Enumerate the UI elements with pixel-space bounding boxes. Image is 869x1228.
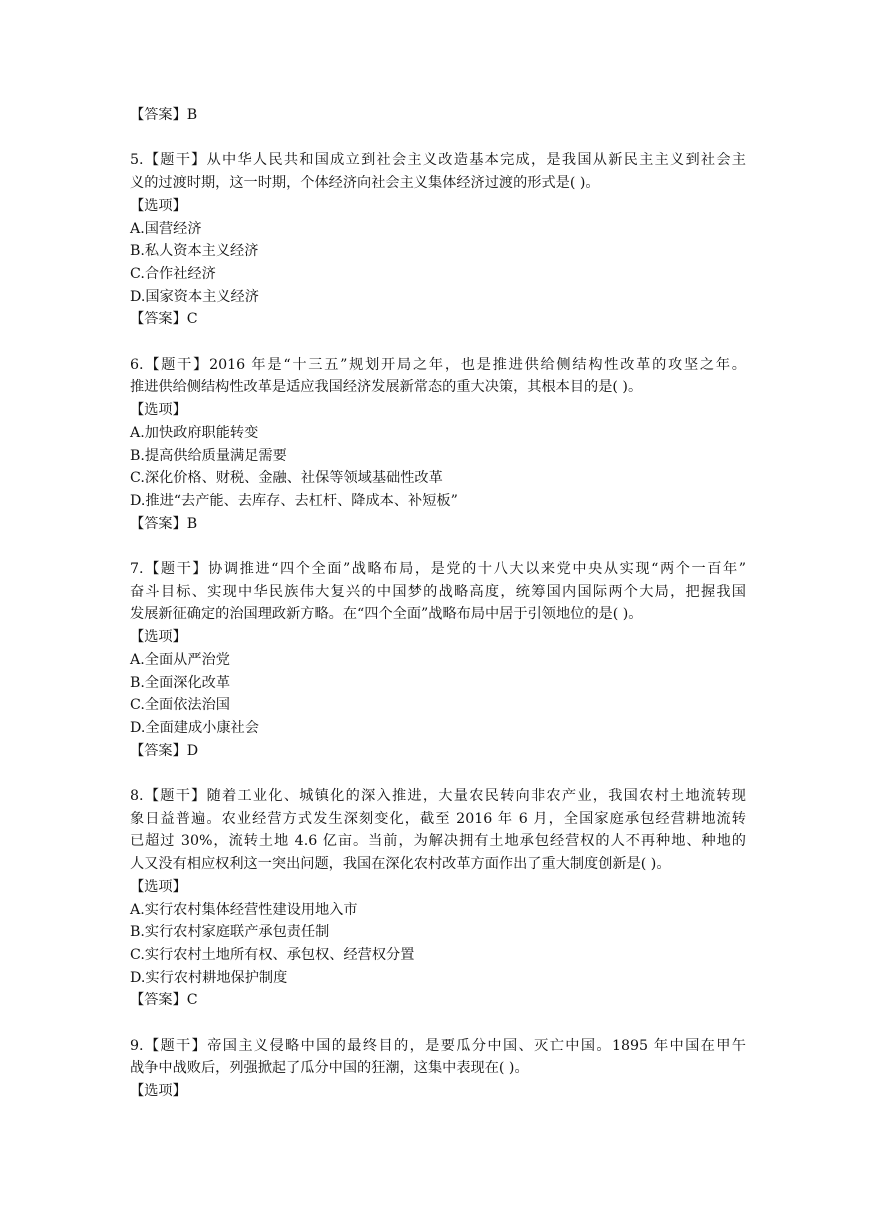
option-c: C.深化价格、财税、金融、社保等领域基础性改革 [130, 470, 443, 487]
answer-line: 【答案】B [130, 515, 198, 532]
option-a: A.加快政府职能转变 [130, 424, 259, 441]
option-a: A.国营经济 [130, 220, 202, 237]
answer-line: 【答案】C [130, 311, 198, 328]
question-stem-line: 9.【题干】帝国主义侵略中国的最终目的，是要瓜分中国、灭亡中国。1895 年中国在甲午 [130, 1037, 746, 1054]
option-c: C.合作社经济 [130, 265, 216, 282]
question-stem-line: 人又没有相应权利这一突出问题，我国在深化农村改革方面作出了重大制度创新是( )。 [130, 856, 671, 873]
question-block [130, 149, 746, 331]
option-b: B.提高供给质量满足需要 [130, 447, 287, 464]
question-stem-line: 战争中战败后，列强掀起了瓜分中国的狂潮，这集中表现在( )。 [130, 1060, 529, 1077]
option-d: D.国家资本主义经济 [130, 288, 259, 305]
question-stem-line: 8.【题干】随着工业化、城镇化的深入推进，大量农民转向非农产业，我国农村土地流转现 [130, 788, 746, 805]
option-d: D.全面建成小康社会 [130, 719, 259, 736]
question-stem-line: 6.【题干】2016 年是“十三五”规划开局之年，也是推进供给侧结构性改革的攻坚之年。 [130, 356, 746, 373]
option-b: B.全面深化改革 [130, 674, 231, 691]
question-block [130, 558, 746, 762]
option-b: B.实行农村家庭联产承包责任制 [130, 924, 330, 941]
question-stem-line: 象日益普遍。农业经营方式发生深刻变化，截至 2016 年 6 月，全国家庭承包经营耕地流转 [130, 810, 746, 827]
document-page [130, 104, 746, 1103]
question-stem-line: 5.【题干】从中华人民共和国成立到社会主义改造基本完成，是我国从新民主主义到社会主 [130, 152, 746, 169]
options-label: 【选项】 [130, 402, 187, 419]
question-block [130, 354, 746, 536]
question-block [130, 1035, 746, 1103]
option-c: C.全面依法治国 [130, 697, 230, 714]
answer-line: 【答案】D [130, 742, 199, 759]
options-label: 【选项】 [130, 629, 187, 646]
question-block [130, 785, 746, 1012]
option-d: D.实行农村耕地保护制度 [130, 969, 288, 986]
option-b: B.私人资本主义经济 [130, 243, 259, 260]
question-stem-line: 发展新征确定的治国理政新方略。在“四个全面”战略布局中居于引领地位的是( )。 [130, 606, 643, 623]
option-a: A.实行农村集体经营性建设用地入市 [130, 901, 358, 918]
answer-line: 【答案】B [130, 107, 198, 123]
question-stem-line: 奋斗目标、实现中华民族伟大复兴的中国梦的战略高度，统筹国内国际两个大局，把握我国 [130, 583, 746, 600]
option-a: A.全面从严治党 [130, 651, 230, 668]
question-stem-line: 推进供给侧结构性改革是适应我国经济发展新常态的重大决策，其根本目的是( )。 [130, 379, 643, 396]
answer-line: 【答案】C [130, 992, 198, 1009]
options-label: 【选项】 [130, 197, 187, 214]
option-c: C.实行农村土地所有权、承包权、经营权分置 [130, 946, 415, 963]
options-label: 【选项】 [130, 1083, 187, 1100]
question-stem-line: 7.【题干】协调推进“四个全面”战略布局，是党的十八大以来党中央从实现“两个一百年” [130, 561, 746, 578]
question-stem-line: 已超过 30%，流转土地 4.6 亿亩。当前，为解决拥有土地承包经营权的人不再种地、种地的 [130, 833, 746, 850]
option-d: D.推进“去产能、去库存、去杠杆、降成本、补短板” [130, 492, 458, 509]
question-stem-line: 义的过渡时期，这一时期，个体经济向社会主义集体经济过渡的形式是( )。 [130, 175, 600, 192]
options-label: 【选项】 [130, 878, 187, 895]
